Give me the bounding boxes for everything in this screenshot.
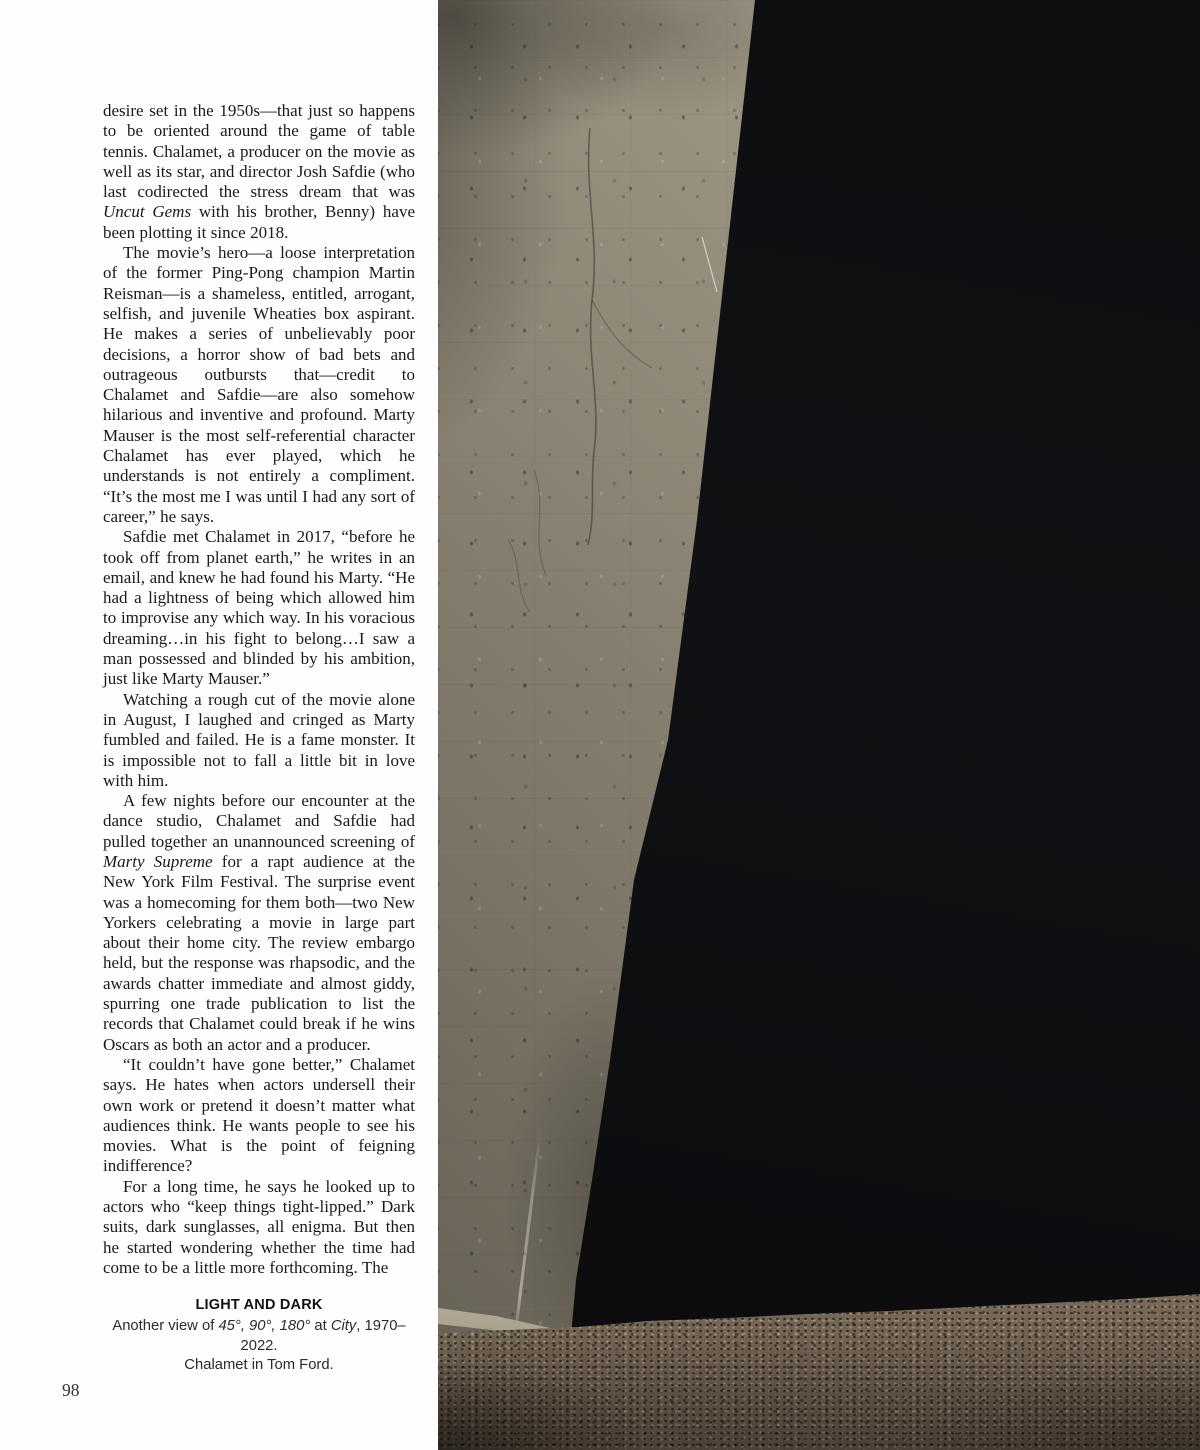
text-run: at [310,1318,331,1334]
caption-title: LIGHT AND DARK [195,1297,323,1313]
caption-line-1 [103,1317,415,1356]
text-run: Another view of [112,1318,219,1334]
text-run: “It couldn’t have gone better,” Chalamet says. He hates when actors undersell their own work or pretend it doesn’t matter what audiences think. He wants people to see his movies. What is the point of feigning indifference? [103,1054,415,1176]
article-paragraph [103,690,415,791]
city-artwork-photo [438,0,1200,1450]
italic-text: Uncut Gems [103,202,192,222]
article-paragraph [103,1177,415,1278]
italic-text: City [330,1318,357,1334]
text-run: For a long time, he says he looked up to actors who “keep things tight-lipped.” Dark suits, dark sunglasses, all enigma. But then he started wondering whether the time had come to be a little more forthcoming. The [103,1176,415,1277]
photo-caption [103,1297,415,1376]
article-text-column [103,101,415,1278]
page-number: 98 [62,1380,80,1400]
article-paragraph [103,791,415,1055]
italic-text: 45°, 90°, 180° [218,1318,311,1334]
text-run: Watching a rough cut of the movie alone in August, I laughed and cringed as Marty fumbled and failed. He is a fame monster. It is impossible not to fall a little bit in love with him. [103,689,415,790]
article-paragraph [103,1055,415,1177]
article-paragraph [103,101,415,243]
article-paragraph [103,243,415,527]
text-run: , 1970–2022. [240,1318,406,1354]
text-run: for a rapt audience at the New York Film Festival. The surprise event was a homecoming for them both—two New Yorkers celebrating a movie in large part about their home city. The review embargo held, but the response was rhapsodic, and the awards chatter immediate and almost giddy, spurring one trade publication to list the records that Chalamet could break if he wins Oscars as both an actor and a producer. [103,851,415,1054]
article-paragraph [103,527,415,689]
text-run: with his brother, Benny) have been plotting it since 2018. [103,202,415,242]
text-run: Safdie met Chalamet in 2017, “before he took off from planet earth,” he writes in an email, and knew he had found his Marty. “He had a lightness of being which allowed him to improvise any which way. In his voracious dreaming…in his fight to belong…I saw a man possessed and blinded by his ambition, just like Marty Mauser.” [103,527,415,689]
caption-line-2: Chalamet in Tom Ford. [184,1357,334,1373]
italic-text: Marty Supreme [103,851,213,871]
text-run: A few nights before our encounter at the dance studio, Chalamet and Safdie had pulled together an unannounced screening of [103,791,415,851]
text-run: The movie’s hero—a loose interpretation of the former Ping-Pong champion Martin Reisman—is a shameless, entitled, arrogant, selfish, and juvenile Wheaties box aspirant. He makes a series of unbelievably poor decisions, a horror show of bad bets and outrageous outbursts that—credit to Chalamet and Safdie—are also somehow hilarious and inventive and profound. Marty Mauser is the most self-referential character Chalamet has ever played, which he understands is not entirely a compliment. “It’s the most me I was until I had any sort of career,” he says. [103,243,415,526]
text-run: desire set in the 1950s—that just so happens to be oriented around the game of table tennis. Chalamet, a producer on the movie as well as its star, and director Josh Safdie (who last codirected the stress dream that was [103,101,415,202]
